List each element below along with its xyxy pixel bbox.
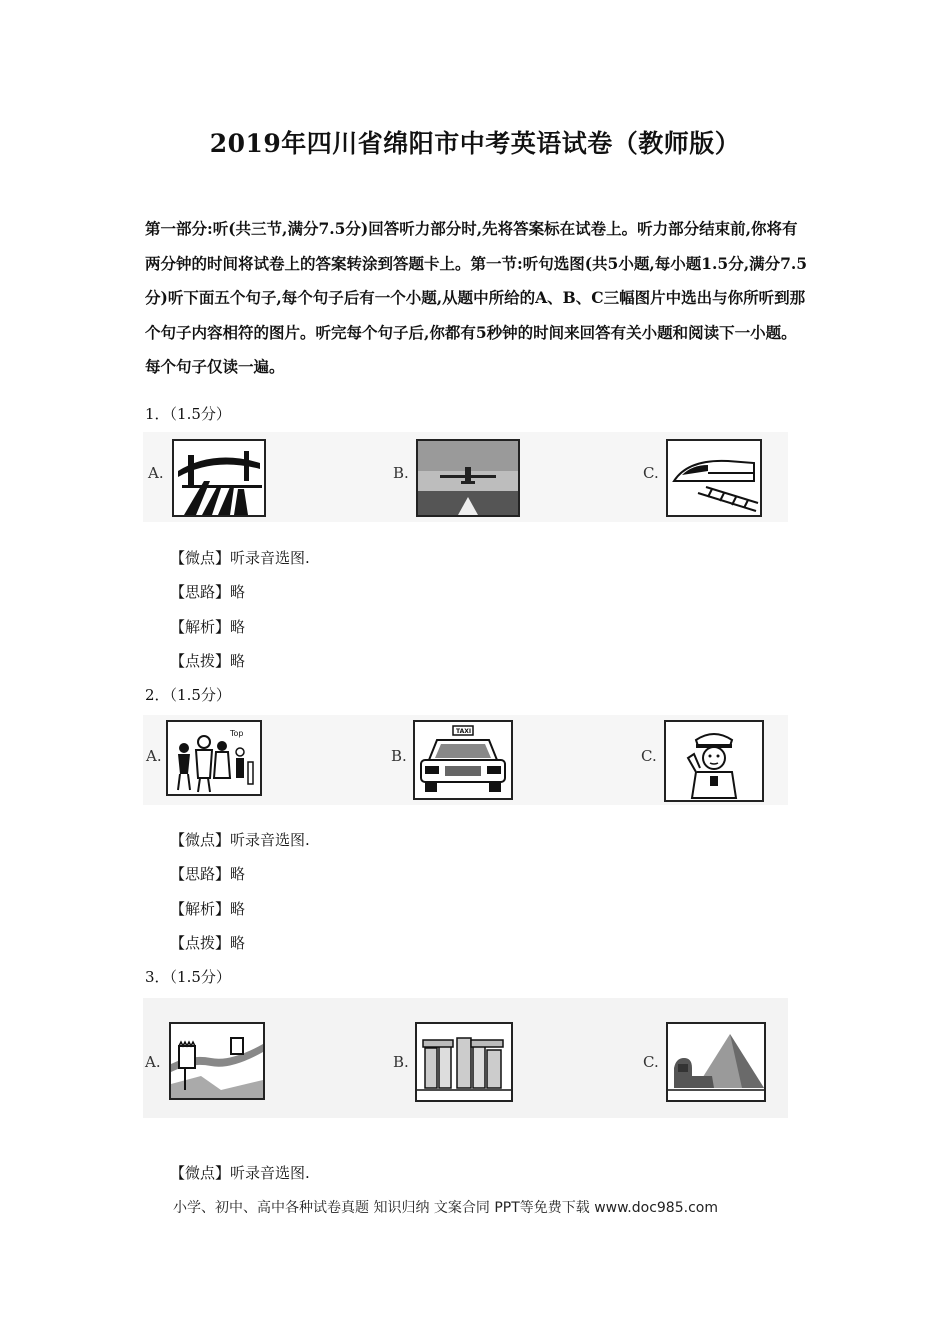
- option-letter: A.: [145, 1053, 161, 1071]
- policeman-icon: [664, 720, 764, 802]
- option-letter: C.: [641, 747, 657, 765]
- great-wall-icon: [169, 1022, 265, 1100]
- option-letter: C.: [643, 464, 659, 482]
- answer-approach: 【思路】略: [170, 865, 246, 883]
- answer-note: 【微点】听录音选图.: [170, 831, 310, 849]
- pyramid-sphinx-icon: [666, 1022, 766, 1102]
- question-3-options: [143, 998, 788, 1118]
- answer-analysis: 【解析】略: [170, 900, 246, 918]
- page-title: 2019年四川省绵阳市中考英语试卷（教师版）: [209, 129, 741, 158]
- option-letter: A.: [146, 747, 162, 765]
- question-2-options: [143, 715, 788, 805]
- taxi-sign-text: TAXI: [456, 728, 472, 735]
- answer-note: 【微点】听录音选图.: [170, 549, 310, 567]
- option-letter: B.: [393, 464, 409, 482]
- option-letter: B.: [391, 747, 407, 765]
- question-3-header: 3．（1.5分）: [145, 968, 231, 986]
- highway-overpass-icon: [172, 439, 266, 517]
- option-letter: C.: [643, 1053, 659, 1071]
- high-speed-train-icon: [666, 439, 762, 517]
- answer-tip: 【点拨】略: [170, 934, 246, 952]
- stonehenge-icon: [415, 1022, 513, 1102]
- question-1-options: [143, 432, 788, 522]
- question-1-header: 1．（1.5分）: [145, 405, 231, 423]
- answer-approach: 【思路】略: [170, 583, 246, 601]
- section-instructions: 第一部分:听(共三节,满分7.5分)回答听力部分时,先将答案标在试卷上。听力部分结束前,你将有两分钟的时间将试卷上的答案转涂到答题卡上。第一节:听句选图(共5小题,每小题1.5分,满分7.5分)听下面五个句子,每个句子后有一个小题,从题中所给的A、B、C三幅图片中选出与你所听到那个句子内容相符的图片。听完每个句子后,你都有5秒钟的时间来回答有关小题和阅读下一小题。每个句子仅读一遍。: [145, 219, 808, 376]
- option-letter: A.: [148, 464, 164, 482]
- airplane-icon: [416, 439, 520, 517]
- footer-promo: 小学、初中、高中各种试卷真题 知识归纳 文案合同 PPT等免费下载 www.doc985.com: [173, 1200, 718, 1216]
- question-2-header: 2．（1.5分）: [145, 686, 231, 704]
- answer-analysis: 【解析】略: [170, 618, 246, 636]
- taxi-icon: [413, 720, 513, 800]
- answer-note: 【微点】听录音选图.: [170, 1164, 310, 1182]
- answer-tip: 【点拨】略: [170, 652, 246, 670]
- option-letter: B.: [393, 1053, 409, 1071]
- sign-text: Top: [230, 729, 244, 738]
- people-group-icon: [166, 720, 262, 796]
